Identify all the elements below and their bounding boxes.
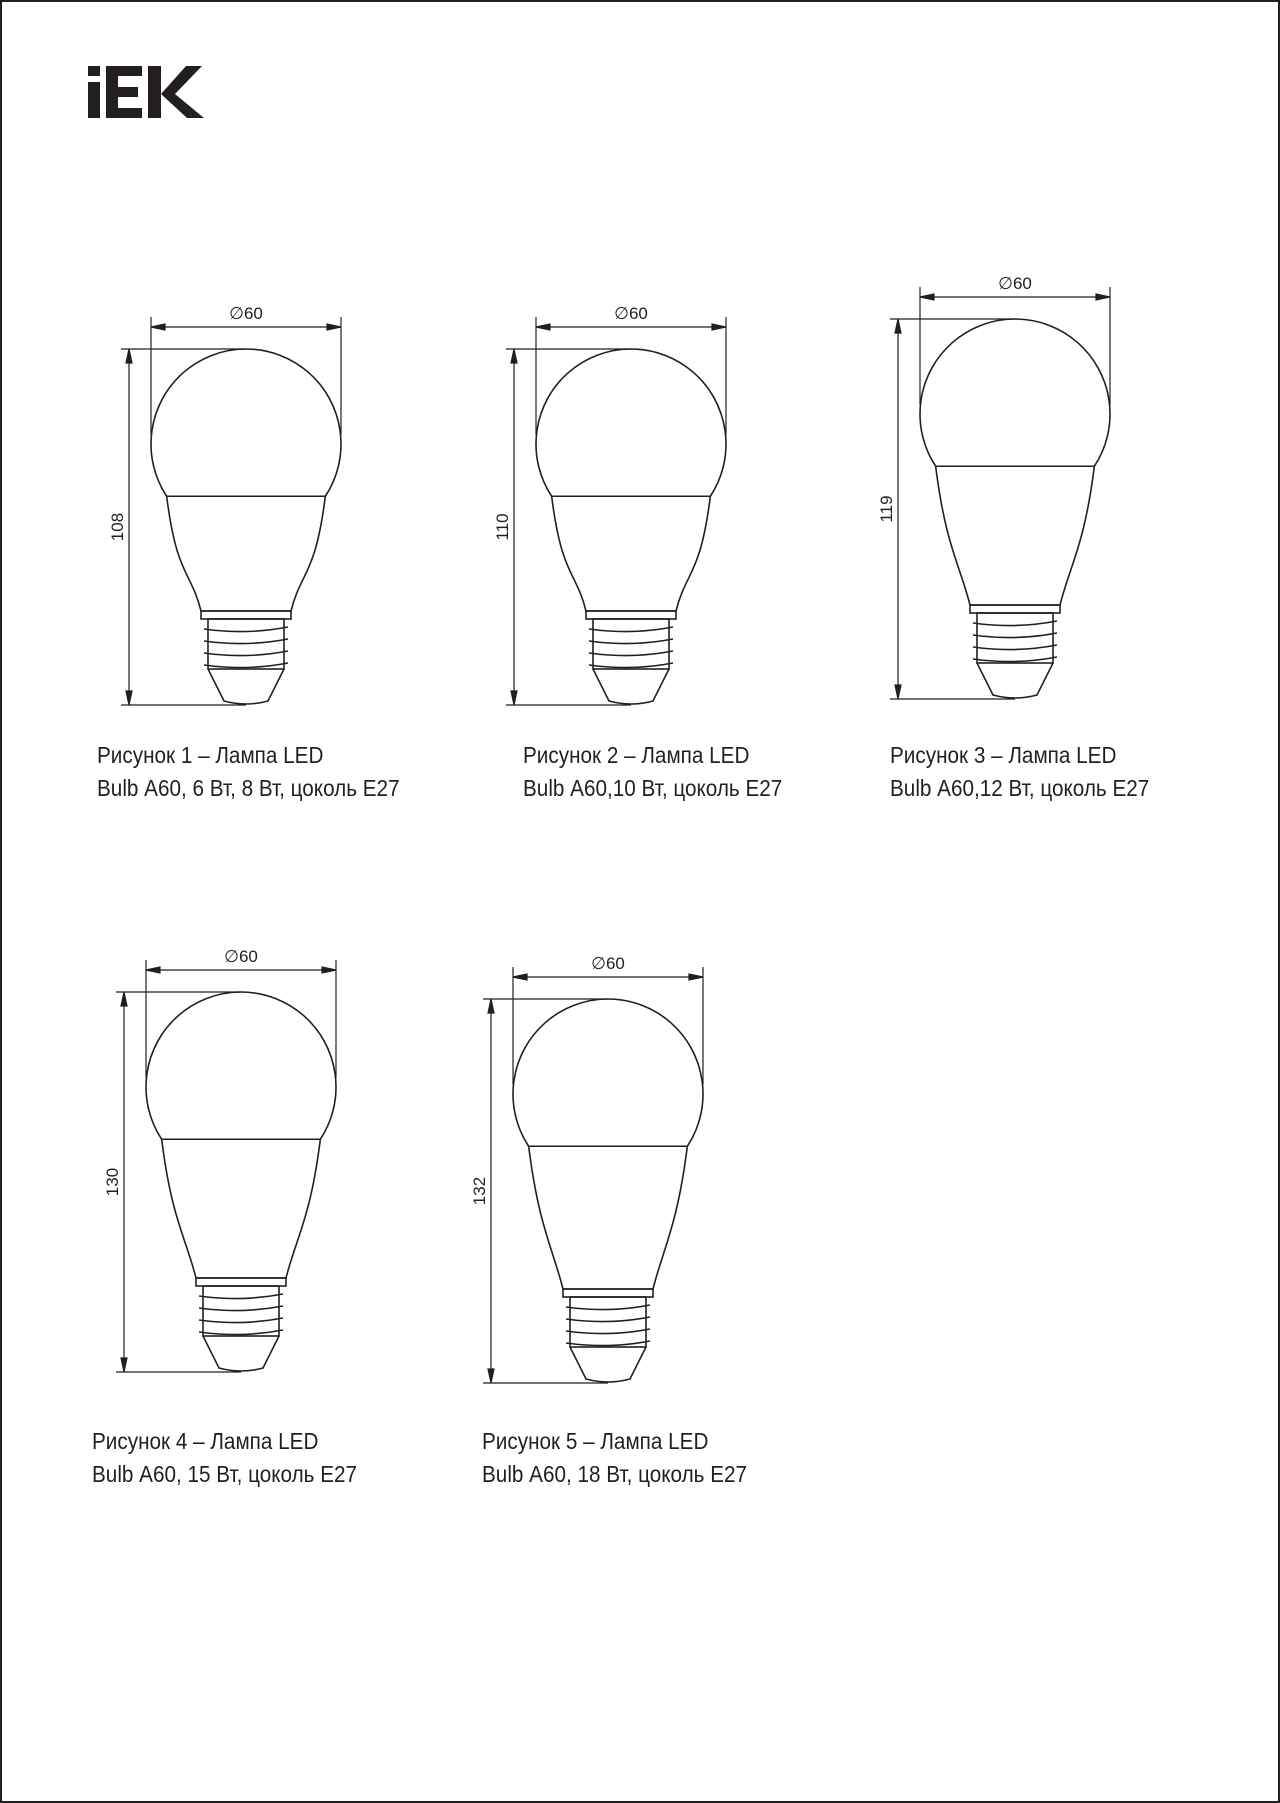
bulb-drawing-5: [470, 947, 721, 1393]
caption-4: [92, 1430, 357, 1486]
bulb-drawing-2: [493, 297, 744, 715]
height-label-2: 110: [493, 513, 512, 541]
diameter-label-5: ∅60: [591, 954, 625, 973]
figure-4: [103, 940, 344, 1365]
caption-1: [97, 744, 400, 800]
caption-3-line1: Рисунок 3 – Лампа LED: [890, 742, 1117, 768]
caption-1-line1: Рисунок 1 – Лампа LED: [97, 742, 324, 768]
figure-5: [470, 947, 711, 1372]
caption-5: [482, 1430, 747, 1486]
height-dimension-2: [506, 349, 631, 705]
caption-5-line2: Bulb А60, 18 Вт, цоколь Е27: [482, 1461, 748, 1487]
diameter-label-2: ∅60: [614, 304, 648, 323]
caption-4-line2: Bulb А60, 15 Вт, цоколь Е27: [92, 1461, 358, 1487]
bulb-drawing-4: [103, 940, 354, 1382]
bulb-outline-4: [146, 992, 336, 1371]
bulb-outline-5: [513, 999, 703, 1382]
diameter-label-3: ∅60: [998, 274, 1032, 293]
diameter-label-4: ∅60: [224, 947, 258, 966]
bulb-drawing-1: [108, 297, 359, 715]
height-dimension-1: [121, 349, 246, 705]
caption-1-line2: Bulb А60, 6 Вт, 8 Вт, цоколь Е27: [97, 775, 400, 801]
bulb-outline-3: [920, 319, 1110, 698]
figure-1: [108, 297, 349, 722]
height-dimension-3: [890, 319, 1015, 699]
height-label-4: 130: [103, 1167, 122, 1197]
caption-2: [523, 744, 782, 800]
caption-5-line1: Рисунок 5 – Лампа LED: [482, 1428, 709, 1454]
height-label-1: 108: [108, 512, 127, 542]
caption-3-line2: Bulb А60,12 Вт, цоколь Е27: [890, 775, 1150, 801]
caption-3: [890, 744, 1149, 800]
caption-4-line1: Рисунок 4 – Лампа LED: [92, 1428, 319, 1454]
height-label-3: 119: [877, 495, 896, 523]
height-label-5: 132: [470, 1176, 489, 1206]
figure-2: [493, 297, 734, 722]
iek-logo: [88, 64, 208, 124]
height-dimension-5: [483, 999, 608, 1383]
bulb-drawing-3: [877, 267, 1128, 709]
height-dimension-4: [116, 992, 241, 1372]
caption-2-line1: Рисунок 2 – Лампа LED: [523, 742, 750, 768]
bulb-outline-2: [536, 349, 726, 704]
diameter-label-1: ∅60: [229, 304, 263, 323]
caption-2-line2: Bulb А60,10 Вт, цоколь Е27: [523, 775, 783, 801]
figure-3: [877, 267, 1118, 692]
bulb-outline-1: [151, 349, 341, 704]
